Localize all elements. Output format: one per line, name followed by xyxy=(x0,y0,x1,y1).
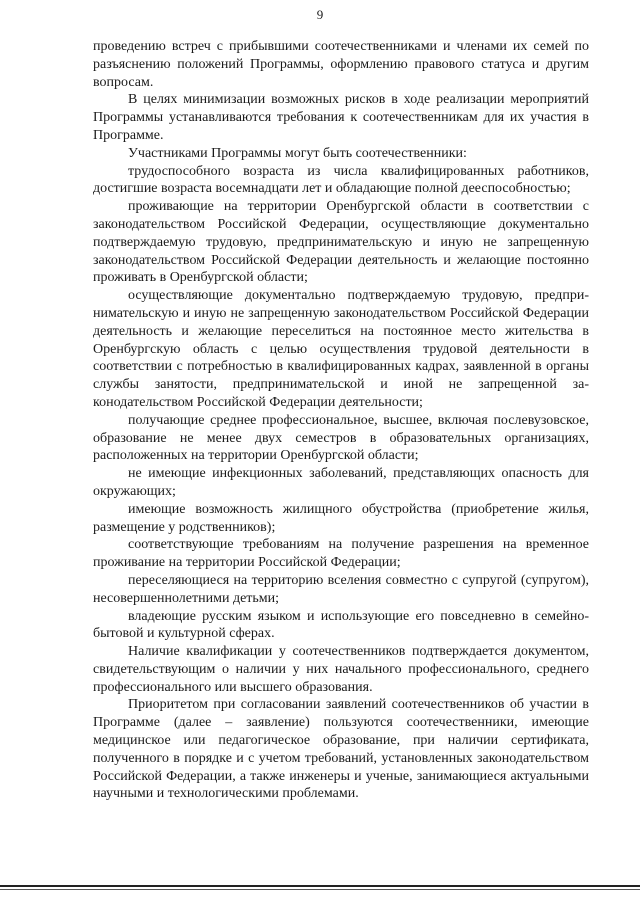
paragraph-11: переселяющиеся на территорию вселения совместно с супругой (супругом), несовершеннолетними детьми; xyxy=(93,572,589,606)
paragraph-7: получающие среднее профессиональное, высшее, включая послевузовское, образование не менее двух семестров в образовательных организациях, расположенных на территории Оренбургской области; xyxy=(93,412,589,464)
paragraph-13: Наличие квалификации у соотечественников подтверждается документом, свидетельствующим о наличии у них начального профессионального, среднего профессионального или высшего образования. xyxy=(93,644,589,695)
paragraph-4: трудоспособного возраста из числа квалифицированных работников, достигшие возраста восемнадцати лет и обладающие полной дееспособностью; xyxy=(93,163,589,197)
paragraph-6: осуществляющие документально подтверждаемую трудовую, предпринимательскую и иную не запрещенную законодательством Российской Федерации деятельность и желающие переселиться на постоянное место жительства в Оренбургскую область с целью осуществления трудовой деятельности в соответствии с потребностью в квалифицированных кадрах, заявленной в органы службы занятости, предпринимательской и иной не запрещенной законодательством Российской Федерации деятельности; xyxy=(93,288,589,410)
footer-rule xyxy=(0,885,640,887)
paragraph-12: владеющие русским языком и использующие его повседневно в семейно-бытовой и культурной сферах. xyxy=(93,608,589,642)
paragraph-1: проведению встреч с прибывшими соотечественниками и членами их семей по разъяснению положений Программы, оформлению правового статуса и другим вопросам. xyxy=(93,39,589,90)
paragraph-3: Участниками Программы могут быть соотечественники: xyxy=(128,145,467,161)
page-number: 9 xyxy=(316,7,324,22)
paragraph-8: не имеющие инфекционных заболеваний, представляющих опасность для окружающих; xyxy=(93,466,589,499)
paragraph-10: соответствующие требованиям на получение разрешения на временное проживание на территории Российской Федерации; xyxy=(93,537,589,571)
paragraph-9: имеющие возможность жилищного обустройства (приобретение жилья, размещение у родственников); xyxy=(93,501,589,535)
paragraph-14: Приоритетом при согласовании заявлений соотечественников об участии в Программе (далее – заявление) пользуются соотечественники, имеющие медицинское или педагогическое образование, при наличии сертификата, полученного в порядке и с учетом требований, установленных законодательством Российской Федерации, а также инженеры и ученые, занимающиеся актуальными научными и технологическими проблемами. xyxy=(93,697,589,802)
document-body xyxy=(93,38,589,803)
paragraph-5: проживающие на территории Оренбургской области в соответствии с законодательством Российской Федерации, осуществляющие документально подтверждаемую трудовую, предпринимательскую и иную не запрещенную законодательством Российской Федерации деятельность и желающие постоянно проживать в Оренбургской области; xyxy=(93,199,589,286)
paragraph-2: В целях минимизации возможных рисков в ходе реализации мероприятий Программы устанавливаются требования к соотечественникам для их участия в Программе. xyxy=(93,92,589,143)
footer-rule-thin xyxy=(0,889,640,890)
